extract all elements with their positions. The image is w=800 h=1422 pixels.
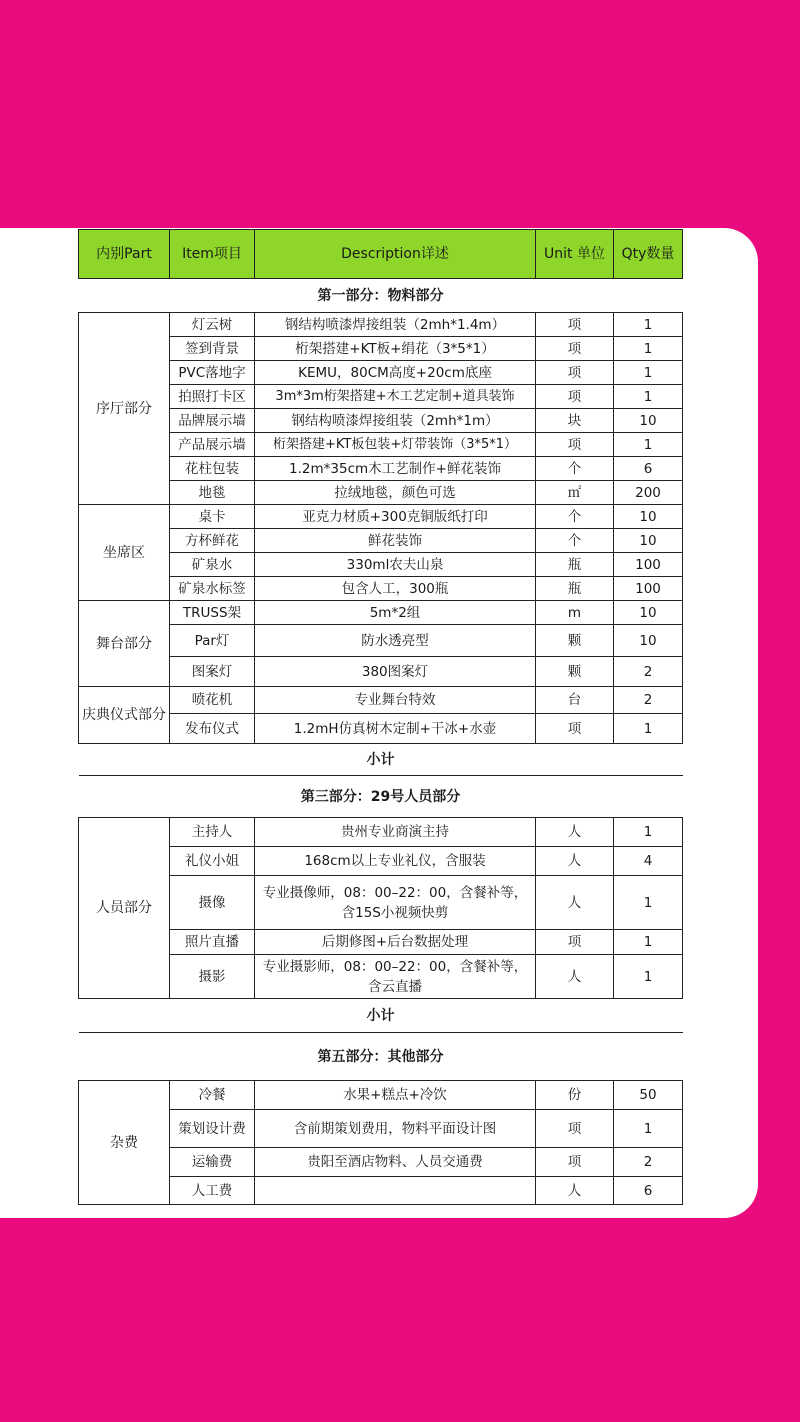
- unit-cell: 颗: [536, 625, 614, 657]
- desc-cell: 水果+糕点+冷饮: [255, 1081, 536, 1110]
- qty-cell: 1: [614, 930, 683, 955]
- header-qty: Qty数量: [614, 230, 683, 279]
- qty-cell: 1: [614, 361, 683, 385]
- qty-cell: 1: [614, 385, 683, 409]
- desc-cell: 桁架搭建+KT板包装+灯带装饰（3*5*1）: [255, 433, 536, 457]
- unit-cell: 人: [536, 847, 614, 876]
- item-cell: 地毯: [170, 481, 255, 505]
- unit-cell: 人: [536, 818, 614, 847]
- unit-cell: 人: [536, 955, 614, 999]
- table-row: [79, 847, 683, 876]
- section-title-row: [79, 279, 683, 313]
- desc-cell: 1.2mH仿真树木定制+干冰+水壶: [255, 714, 536, 744]
- item-cell: PVC落地字: [170, 361, 255, 385]
- unit-cell: 人: [536, 876, 614, 930]
- unit-cell: 人: [536, 1177, 614, 1205]
- item-cell: 矿泉水标签: [170, 577, 255, 601]
- table-row: [79, 433, 683, 457]
- qty-cell: 10: [614, 505, 683, 529]
- item-cell: TRUSS架: [170, 601, 255, 625]
- table-row: [79, 930, 683, 955]
- qty-cell: 1: [614, 313, 683, 337]
- qty-cell: 1: [614, 337, 683, 361]
- qty-cell: 1: [614, 714, 683, 744]
- unit-cell: 项: [536, 433, 614, 457]
- table-row: [79, 361, 683, 385]
- section-title: 第三部分：29号人员部分: [79, 776, 683, 818]
- desc-cell: [255, 1177, 536, 1205]
- item-cell: 礼仪小姐: [170, 847, 255, 876]
- desc-cell: KEMU，80CM高度+20cm底座: [255, 361, 536, 385]
- item-cell: 图案灯: [170, 657, 255, 687]
- subtotal-label: 小计: [79, 999, 683, 1033]
- table-row: [79, 529, 683, 553]
- desc-cell: 防水透亮型: [255, 625, 536, 657]
- section-title: 第一部分：物料部分: [79, 279, 683, 313]
- subtotal-row: [79, 744, 683, 776]
- section-title-row: [79, 776, 683, 818]
- part-cell: 坐席区: [79, 505, 170, 601]
- unit-cell: 瓶: [536, 577, 614, 601]
- unit-cell: 块: [536, 409, 614, 433]
- quotation-sheet: [78, 229, 682, 1205]
- table-row: [79, 1110, 683, 1148]
- table-row: [79, 714, 683, 744]
- qty-cell: 6: [614, 457, 683, 481]
- table-row: [79, 955, 683, 999]
- unit-cell: 项: [536, 385, 614, 409]
- desc-cell: 钢结构喷漆焊接组装（2mh*1m）: [255, 409, 536, 433]
- item-cell: 冷餐: [170, 1081, 255, 1110]
- item-cell: 签到背景: [170, 337, 255, 361]
- item-cell: 桌卡: [170, 505, 255, 529]
- qty-cell: 1: [614, 433, 683, 457]
- section-title: 第五部分：其他部分: [79, 1033, 683, 1081]
- qty-cell: 4: [614, 847, 683, 876]
- qty-cell: 2: [614, 1148, 683, 1177]
- table-row: [79, 481, 683, 505]
- desc-cell: 1.2m*35cm木工艺制作+鲜花装饰: [255, 457, 536, 481]
- table-row: [79, 1177, 683, 1205]
- desc-cell: 包含人工，300瓶: [255, 577, 536, 601]
- desc-cell: 含前期策划费用，物料平面设计图: [255, 1110, 536, 1148]
- table-row: [79, 657, 683, 687]
- desc-cell: 专业摄像师，08：00–22：00，含餐补等，含15S小视频快剪: [255, 876, 536, 930]
- unit-cell: 个: [536, 457, 614, 481]
- subtotal-row: [79, 999, 683, 1033]
- qty-cell: 10: [614, 601, 683, 625]
- desc-cell: 贵阳至酒店物料、人员交通费: [255, 1148, 536, 1177]
- desc-cell: 贵州专业商演主持: [255, 818, 536, 847]
- desc-cell: 3m*3m桁架搭建+木工艺定制+道具装饰: [255, 385, 536, 409]
- desc-cell: 鲜花装饰: [255, 529, 536, 553]
- qty-cell: 1: [614, 1110, 683, 1148]
- unit-cell: 项: [536, 1110, 614, 1148]
- table-row: [79, 553, 683, 577]
- part-cell: 序厅部分: [79, 313, 170, 505]
- qty-cell: 1: [614, 876, 683, 930]
- qty-cell: 6: [614, 1177, 683, 1205]
- qty-cell: 1: [614, 818, 683, 847]
- item-cell: 花柱包装: [170, 457, 255, 481]
- qty-cell: 1: [614, 955, 683, 999]
- unit-cell: 个: [536, 529, 614, 553]
- unit-cell: ㎡: [536, 481, 614, 505]
- qty-cell: 100: [614, 553, 683, 577]
- desc-cell: 5m*2组: [255, 601, 536, 625]
- desc-cell: 钢结构喷漆焊接组装（2mh*1.4m）: [255, 313, 536, 337]
- qty-cell: 50: [614, 1081, 683, 1110]
- item-cell: 策划设计费: [170, 1110, 255, 1148]
- item-cell: 喷花机: [170, 687, 255, 714]
- header-part: 内别Part: [79, 230, 170, 279]
- qty-cell: 10: [614, 529, 683, 553]
- desc-cell: 专业摄影师，08：00–22：00，含餐补等，含云直播: [255, 955, 536, 999]
- item-cell: 方杯鲜花: [170, 529, 255, 553]
- desc-cell: 330ml农夫山泉: [255, 553, 536, 577]
- qty-cell: 10: [614, 409, 683, 433]
- item-cell: 矿泉水: [170, 553, 255, 577]
- part-cell: 杂费: [79, 1081, 170, 1205]
- qty-cell: 100: [614, 577, 683, 601]
- item-cell: 灯云树: [170, 313, 255, 337]
- desc-cell: 380图案灯: [255, 657, 536, 687]
- quotation-table: [78, 229, 683, 1205]
- table-row: [79, 1148, 683, 1177]
- unit-cell: 项: [536, 714, 614, 744]
- section-title-row: [79, 1033, 683, 1081]
- header-unit: Unit 单位: [536, 230, 614, 279]
- unit-cell: 项: [536, 337, 614, 361]
- header-item: Item项目: [170, 230, 255, 279]
- unit-cell: 瓶: [536, 553, 614, 577]
- unit-cell: 台: [536, 687, 614, 714]
- unit-cell: 个: [536, 505, 614, 529]
- part-cell: 舞台部分: [79, 601, 170, 687]
- header-description: Description详述: [255, 230, 536, 279]
- table-row: [79, 687, 683, 714]
- unit-cell: 项: [536, 1148, 614, 1177]
- table-row: [79, 385, 683, 409]
- item-cell: 运输费: [170, 1148, 255, 1177]
- desc-cell: 168cm以上专业礼仪，含服装: [255, 847, 536, 876]
- table-row: [79, 1081, 683, 1110]
- qty-cell: 10: [614, 625, 683, 657]
- table-row: [79, 505, 683, 529]
- item-cell: 拍照打卡区: [170, 385, 255, 409]
- table-row: [79, 313, 683, 337]
- unit-cell: 项: [536, 361, 614, 385]
- item-cell: 发布仪式: [170, 714, 255, 744]
- unit-cell: 项: [536, 930, 614, 955]
- table-row: [79, 601, 683, 625]
- item-cell: 摄像: [170, 876, 255, 930]
- item-cell: 照片直播: [170, 930, 255, 955]
- header-row: [79, 230, 683, 279]
- desc-cell: 拉绒地毯，颜色可选: [255, 481, 536, 505]
- qty-cell: 2: [614, 657, 683, 687]
- desc-cell: 桁架搭建+KT板+绢花（3*5*1）: [255, 337, 536, 361]
- subtotal-label: 小计: [79, 744, 683, 776]
- unit-cell: m: [536, 601, 614, 625]
- table-row: [79, 577, 683, 601]
- table-row: [79, 457, 683, 481]
- qty-cell: 200: [614, 481, 683, 505]
- table-row: [79, 409, 683, 433]
- item-cell: 人工费: [170, 1177, 255, 1205]
- unit-cell: 项: [536, 313, 614, 337]
- table-row: [79, 337, 683, 361]
- item-cell: 摄影: [170, 955, 255, 999]
- part-cell: 人员部分: [79, 818, 170, 999]
- qty-cell: 2: [614, 687, 683, 714]
- table-row: [79, 625, 683, 657]
- desc-cell: 后期修图+后台数据处理: [255, 930, 536, 955]
- table-row: [79, 876, 683, 930]
- item-cell: 品牌展示墙: [170, 409, 255, 433]
- desc-cell: 亚克力材质+300克铜版纸打印: [255, 505, 536, 529]
- unit-cell: 份: [536, 1081, 614, 1110]
- item-cell: 主持人: [170, 818, 255, 847]
- unit-cell: 颗: [536, 657, 614, 687]
- desc-cell: 专业舞台特效: [255, 687, 536, 714]
- part-cell: 庆典仪式部分: [79, 687, 170, 744]
- table-row: [79, 818, 683, 847]
- item-cell: 产品展示墙: [170, 433, 255, 457]
- item-cell: Par灯: [170, 625, 255, 657]
